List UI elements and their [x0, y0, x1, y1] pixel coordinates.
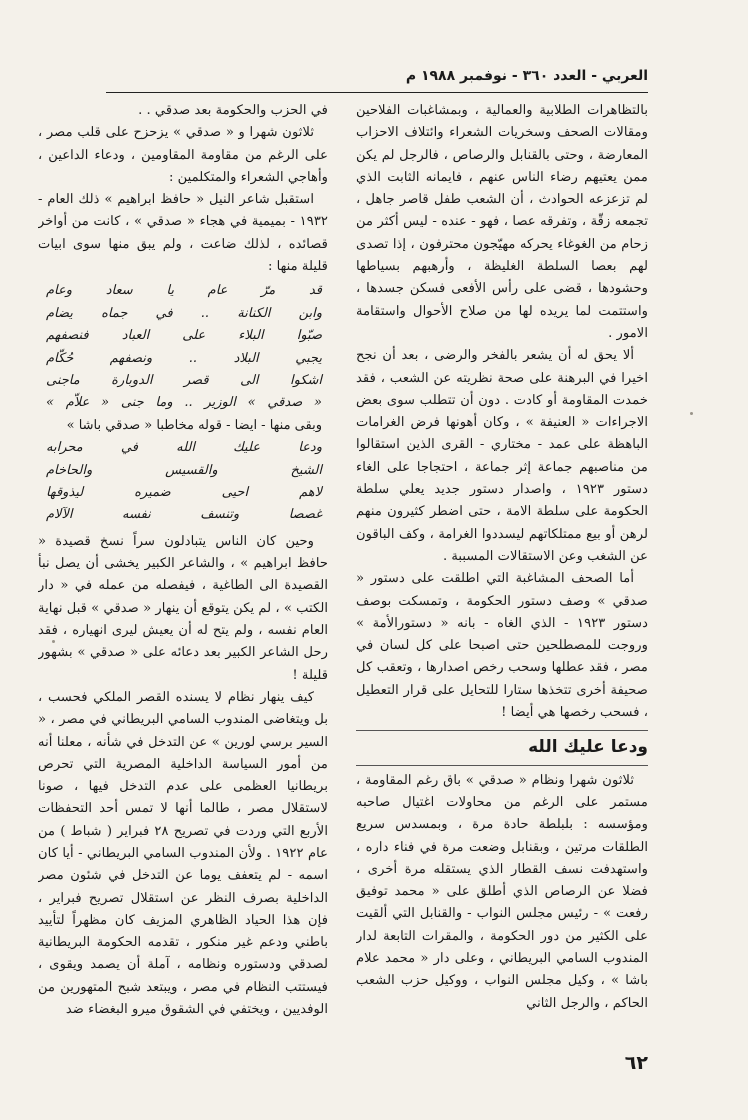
scan-speck [690, 412, 693, 415]
poem-block [38, 280, 322, 526]
paragraph: وحين كان الناس يتبادلون سراً نسخ قصيدة « حافظ ابراهيم » ، والشاعر الكبير يخشى أن يصل نبأ القصيدة الى الطاغية ، فيفصله من عمله في « دار الكتب » ، لم يكن يتوقع أن ينهار « صدقي » قبل نهاية العام نفسه ، ولم يتح له أن يعيش ليرى انهياره ، فقد رحل الشاعر الكبير بعد دعائه على « صدقي » بشهور قليلة ! [38, 533, 328, 683]
poem-line: ودعا عليك الله في محرابه [46, 440, 322, 456]
scan-speck [52, 640, 55, 643]
paragraph: استقبل شاعر النيل « حافظ ابراهيم » ذلك العام - ١٩٣٢ - بميمية في هجاء « صدقي » ، كانت من أواخر قصائده ، لذلك ضاعت ، ولم يبق منها سوى ابيات قليلة منها : [38, 192, 328, 275]
section-subheading: ودعا عليك الله [356, 730, 648, 765]
paragraph: ثلاثون شهرا ونظام « صدقي » باق رغم المقاومة ، مستمر على الرغم من محاولات اغتيال صاحبه ومؤسسه : بلبلطة حادة مرة ، وبمسدس سريع الطلقات مرتين ، وبقنابل وضعت مرة في فناء داره ، واستهدفت نسف القطار الذي يستقله مرة أخرى ، فضلا عن الرصاص الذي أطلق على « محمد توفيق رفعت » - رئيس مجلس النواب - والقنابل التي ألقيت على الكثير من دور الحكومة ، والمقرات التابعة لدار المندوب السامي البريطاني ، وعلى دار « محمد علام باشا » ، وكيل مجلس النواب ، ووكيل حزب الشعب الحاكم ، والرجل الثاني [356, 772, 648, 1011]
right-column [356, 100, 648, 1055]
poem-note: وبقى منها - ايضا - قوله مخاطبا « صدقي باشا » [66, 417, 322, 433]
poem-line: الشيخ والقسيس والحاخام [46, 462, 322, 478]
poem-line: صبّوا البلاء على العباد فنصفهم [46, 328, 322, 344]
paragraph: بالتظاهرات الطلابية والعمالية ، وبمشاغبات الفلاحين ومقالات الصحف وسخريات الشعراء وائتلاف الاحزاب المعارضة ، وحتى بالقنابل والرصاص ، فالرجل لم يكن ممن يعتيهم رضاء الناس عنهم ، فايمانه الثابت الذي لم تزعزعه الحوادث ، أن الشعب طفل قاصر جاهل ، تجمعه زقّة ، وتفرقه عصا ، فهو - عنده - ليس أكثر من زحام من الغوغاء يحركه مهيّجون محترفون ، إذا تصدى لهم بعصا السلطة الغليظة ، وأرهبهم بسياطها وحشودها ، قضى على رأس الأفعى فسكن جسدها ، واستتمت لما يريده لها من صلاح الأحوال واستقامة الامور . [356, 103, 648, 341]
poem-line: لاهم احيى ضميره ليذوقها [46, 485, 322, 501]
poem-line: وابن الكنانة .. في جماه يضام [46, 305, 322, 321]
paragraph: ثلاثون شهرا و « صدقي » يزحزح على قلب مصر ، على الرغم من مقاومة المقاومين ، ودعاء الداعين ، وأهاجي الشعراء والمتكلمين : [38, 125, 328, 185]
poem-line: قد مرّ عام يا سعاد وعام [46, 283, 322, 299]
header-rule [106, 92, 648, 93]
poem-line: يجبي البلاد .. ونصفهم حُكّام [46, 350, 322, 366]
paragraph: أما الصحف المشاغبة التي اطلقت على دستور « صدقي » وصف دستور الحكومة ، وتمسكت بوصف دستور ١٩٢٣ - الذي الغاه - بانه « دستورالأمة » وروجت للمصطلحين حتى اصبحا على كل لسان في مصر ، فقد عطلها وسحب رخص اصدارها ، وتعقب كل صحيفة أخرى تتخذها ستارا للتحايل على قرار التعطيل ، فسحب رخصها هي أيضا ! [356, 571, 648, 721]
paragraph: كيف ينهار نظام لا يسنده القصر الملكي فحسب ، بل ويتغاضى المندوب السامي البريطاني في مصر ، « السير برسي لورين » عن التدخل في شأنه ، معلنا أنه من أمور السياسة الداخلية المصرية التي تحرص بريطانيا العظمى على عدم التدخل فيها ، صونا لاستقلال مصر ، طالما أنها لا تمس أحد التحفظات الأربع التي وردت في تصريح ٢٨ فبراير ( شباط ) من عام ١٩٢٢ . ولأن المندوب السامي البريطاني - أيا كان اسمه - لم يتعفف يوما عن التدخل في شئون مصر الداخلية بصرف النظر عن استقلال تصريح فبراير ، فإن هذا الحياد الظاهري المزيف كان مظهراً لتأييد باطني ودعم غير منكور ، تقدمه الحكومة البريطانية لصدقي ودستوره ونظامه ، آملة أن يصمد ويقوى ، فيستتب النظام في مصر ، ويبتعد شبح المتهورين من الوفديين ، ويختفي في الشقوق ميرو البغضاء ضد [38, 689, 328, 1018]
poem-line: « صدقي » الوزير .. وما جنى « علاّم » [46, 395, 322, 411]
poem-line: غصصا وتنسف نفسه الآلام [46, 507, 322, 523]
left-column [38, 100, 328, 1055]
paragraph: في الحزب والحكومة بعد صدقي . . [138, 103, 328, 118]
running-header: العربي - العدد ٣٦٠ - نوفمبر ١٩٨٨ م [405, 68, 648, 84]
paragraph: ألا يحق له أن يشعر بالفخر والرضى ، بعد أن نجح اخيرا في البرهنة على صحة نظريته عن الشعب ، فقد خمدت المقاومة أو كادت . دون أن تتطلب سوى بعض الاجراءات « العنيفة » ، وكان أهونها فرض الغرامات الباهظة على عمد - مختاري - القرى الذين استقالوا من مناصبهم جماعة إثر جماعة ، احتجاجا على الغاء دستور ١٩٢٣ ، واصدار دستور جديد يعلي سلطة الحكومة على سلطة الامة ، حتى اضطر كثيرون منهم لرهن أو بيع ممتلكاتهم ليسددوا الغرامة ، وكف الباقون عن الشغب وعن الاستقالات المسببة . [356, 348, 648, 564]
page-number: ٦٢ [624, 1052, 648, 1074]
poem-line: اشكوا الى قصر الدوبارة ماجنى [46, 373, 322, 388]
